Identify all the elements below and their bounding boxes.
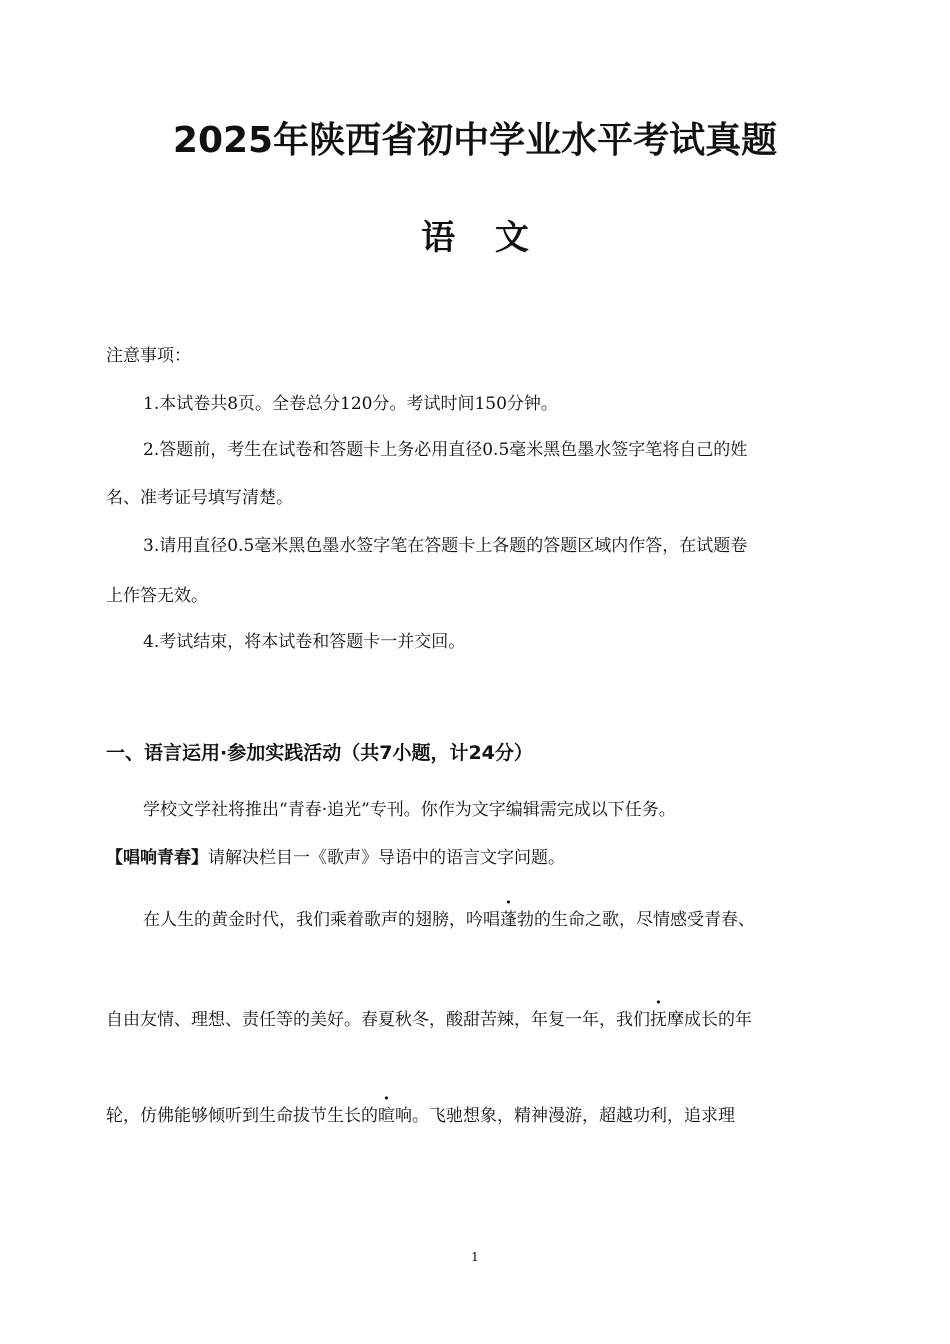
notice-item-4: 4.考试结束，将本试卷和答题卡一并交回。 xyxy=(143,632,466,652)
emphasized-char: 蓬 xyxy=(500,910,517,930)
notice-item-2-line-2: 名、准考证号填写清楚。 xyxy=(106,488,293,508)
section-1-heading: 一、语言运用·参加实践活动（共7小题，计24分） xyxy=(106,742,533,764)
notice-item-1: 1.本试卷共8页。全卷总分120分。考试时间150分钟。 xyxy=(143,394,558,414)
section-1-intro: 学校文学社将推出“青春·追光”专刊。你作为文字编辑需完成以下任务。 xyxy=(143,800,676,820)
emphasized-char: 暄 xyxy=(378,1106,395,1126)
passage-text: 响。飞驰想象，精神漫游，超越功利，追求理 xyxy=(395,1106,735,1126)
passage-text: 勃的生命之歌，尽情感受青春、 xyxy=(517,910,755,930)
task-line xyxy=(106,850,565,867)
task-tag: 【唱响青春】 xyxy=(106,848,208,868)
passage-text: 在人生的黄金时代，我们乘着歌声的翅膀，吟唱 xyxy=(143,910,500,930)
passage-text: 轮，仿佛能够倾听到生命拔节生长的 xyxy=(106,1106,378,1126)
emphasized-char: 抚 xyxy=(650,1010,667,1030)
document-title: 2025年陕西省初中学业水平考试真题 xyxy=(172,120,778,161)
subject-title: 语 文 xyxy=(421,218,543,258)
task-text: 请解决栏目一《歌声》导语中的语言文字问题。 xyxy=(208,848,565,868)
passage-line-3 xyxy=(106,1108,735,1125)
passage-text: 自由友情、理想、责任等的美好。春夏秋冬，酸甜苦辣，年复一年，我们 xyxy=(106,1010,650,1030)
notice-heading: 注意事项： xyxy=(106,346,191,366)
passage-text: 摩成长的年 xyxy=(667,1010,752,1030)
passage-line-1 xyxy=(143,912,755,929)
notice-item-2-line-1: 2.答题前，考生在试卷和答题卡上务必用直径0.5毫米黑色墨水签字笔将自己的姓 xyxy=(143,440,748,460)
notice-item-3-line-2: 上作答无效。 xyxy=(106,586,208,606)
passage-line-2 xyxy=(106,1012,752,1029)
notice-item-3-line-1: 3.请用直径0.5毫米黑色墨水签字笔在答题卡上各题的答题区域内作答，在试题卷 xyxy=(143,536,748,556)
page-number: 1 xyxy=(471,1250,479,1264)
